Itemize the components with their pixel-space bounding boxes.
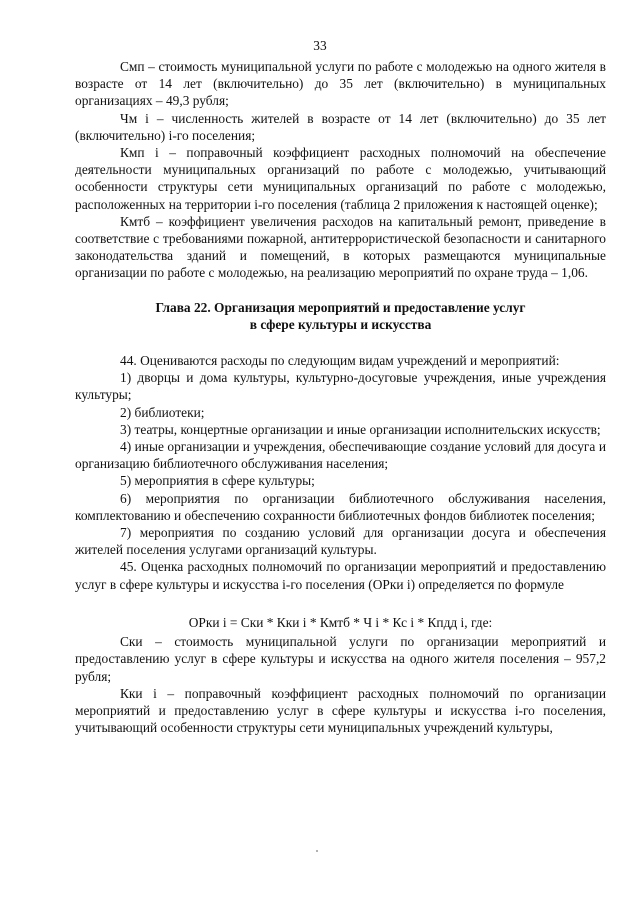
list-item-1: 1) дворцы и дома культуры, культурно-досуговые учреждения, иные учреждения культуры; <box>75 370 606 403</box>
list-item-4: 4) иные организации и учреждения, обеспечивающие создание условий для досуга и организацию библиотечного обслуживания населения; <box>75 439 606 472</box>
list-item-7: 7) мероприятия по созданию условий для организации досуга и обеспечения жителей поселения услугами организаций культуры. <box>75 525 606 558</box>
paragraph-kki: Кки i – поправочный коэффициент расходных полномочий по организации мероприятий и предоставлению услуг в сфере культуры и искусства i-го поселения, учитывающий особенности структуры сети муниципальных учреждений культуры, <box>75 685 606 736</box>
list-item-3: 3) театры, концертные организации и иные организации исполнительских искусств; <box>120 421 601 437</box>
paragraph-kmp: Кмп i – поправочный коэффициент расходных полномочий на обеспечение деятельности муниципальных организаций по работе с молодежью, учитывающий особенности структуры сети муниципальных организаций по работе с молодежью, расположенных на территории i-го поселения (таблица 2 приложения к настоящей оценке); <box>75 145 606 212</box>
paragraph-ski: Ски – стоимость муниципальной услуги по организации мероприятий и предоставлению услуг в сфере культуры и искусства на одного жителя поселения – 957,2 рубля; <box>75 634 606 684</box>
list-item-5: 5) мероприятия в сфере культуры; <box>120 473 315 489</box>
scan-speck <box>316 850 318 852</box>
page-content <box>75 58 606 736</box>
chapter-heading-line2: в сфере культуры и искусства <box>249 316 432 332</box>
formula: ОРки i = Ски * Кки i * Кмтб * Ч i * Кс i * Кпдд i, где: <box>188 614 493 630</box>
chapter-heading-line1: Глава 22. Организация мероприятий и предоставление услуг <box>155 299 526 315</box>
paragraph-44: 44. Оцениваются расходы по следующим видам учреждений и мероприятий: <box>120 353 560 369</box>
paragraph-smp: Смп – стоимость муниципальной услуги по работе с молодежью на одного жителя в возрасте от 14 лет (включительно) до 35 лет (включительно) в муниципальных организациях – 49,3 рубля; <box>75 59 606 109</box>
paragraph-chm: Чм i – численность жителей в возрасте от 14 лет (включительно) до 35 лет (включительно) i-го поселения; <box>75 110 606 143</box>
list-item-2: 2) библиотеки; <box>120 404 205 420</box>
list-item-6: 6) мероприятия по организации библиотечного обслуживания населения, комплектованию и обеспечению сохранности библиотечных фондов библиотек поселения; <box>75 490 606 523</box>
chapter-heading <box>75 299 606 333</box>
paragraph-45: 45. Оценка расходных полномочий по организации мероприятий и предоставлению услуг в сфере культуры и искусства i-го поселения (ОРки i) определяется по формуле <box>75 559 606 592</box>
page-number: 33 <box>313 38 327 53</box>
paragraph-kmtb: Кмтб – коэффициент увеличения расходов на капитальный ремонт, приведение в соответствие с требованиями пожарной, антитеррористической безопасности и санитарного законодательства зданий и помещений, в которых размещаются муниципальные организации по работе с молодежью, на реализацию мероприятий по охране труда – 1,06. <box>75 213 606 281</box>
